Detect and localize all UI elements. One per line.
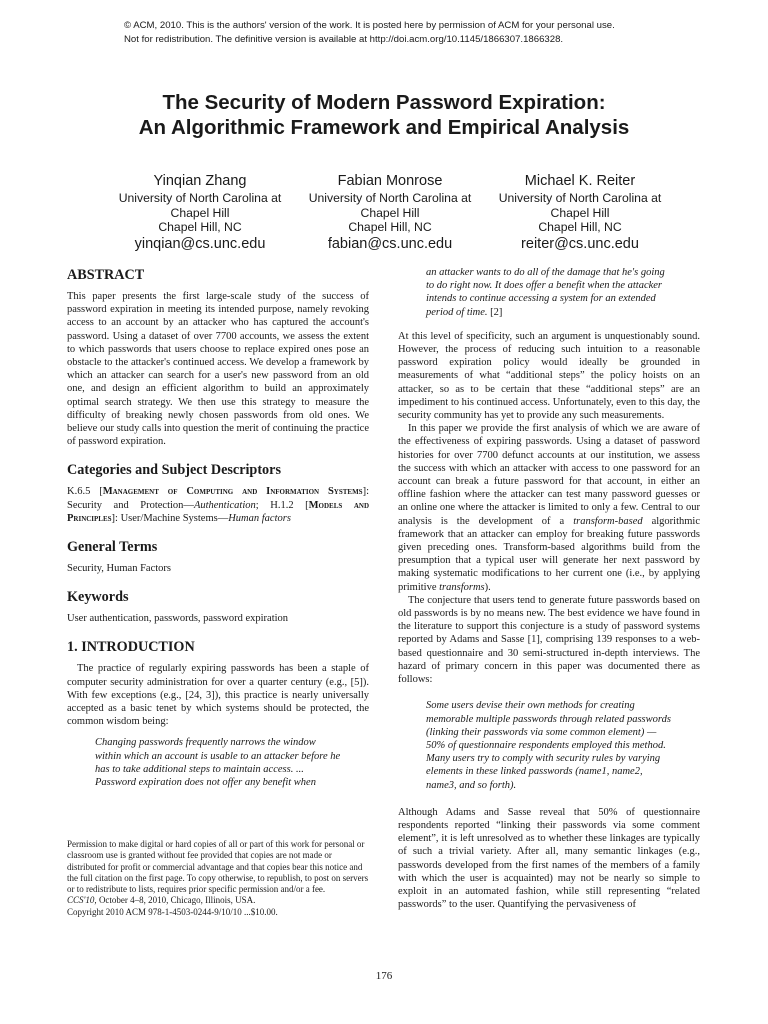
author-name: Fabian Monrose <box>337 173 443 189</box>
intro-paragraph-4: The conjecture that users tend to generate future passwords based on old passwords is by no means new. The best evidence we have found in the literature to support this conjecture is a study of password systems reported by Adams and Sasse [1], comprising 139 responses to a web-based questionnaire and 30 semi-structured in-depth interviews. The hazard of primary concern in this paper was documented there as follows: <box>398 594 700 686</box>
intro-paragraph-5: Although Adams and Sasse reveal that 50% of questionnaire respondents reported “linking their passwords via some comment element”, it is left unresolved as to whether these linkages are typically of such a trivial variety. After all, many semantic linkages (e.g., passwords developed from the first names of the members of a family with which the user is acquainted) may not be nearly so simple to exploit in an automated fashion, while still representing “related passwords” to the user. Quantifying the pervasiveness of <box>398 806 700 911</box>
categories-text <box>67 485 369 525</box>
author-location: Chapel Hill, NC <box>158 220 242 234</box>
paragraph-italic: transforms <box>439 581 485 593</box>
author-affiliation: University of North Carolina at <box>498 191 662 205</box>
author-affiliation: University of North Carolina at <box>308 191 472 205</box>
copyright-notice <box>124 19 684 47</box>
author-affiliation: Chapel Hill <box>360 205 420 220</box>
author-location: Chapel Hill, NC <box>538 220 622 234</box>
copyright-notice-line-2: Not for redistribution. The definitive version is available at http://doi.acm.org/10.1145/1866307.1866328. <box>124 34 564 45</box>
categories-keyword: Models and Principles <box>67 499 370 524</box>
intro-paragraph-2: At this level of specificity, such an argument is unquestionably sound. However, the process of reducing such intuition to a reasonable password expiration policy would ideally be grounded in measurements of what “additional steps” the policy hoists on an attacker, so as to be certain that these “additional steps” are an impediment to his continued access. Unfortunately, even to this day, the security community has yet to provide any such measurements. <box>398 330 700 422</box>
copyright-notice-line-1: © ACM, 2010. This is the authors' version of the work. It is posted here by permission of ACM for your personal use. <box>124 20 615 31</box>
abstract-heading: ABSTRACT <box>67 267 145 283</box>
general-terms-text: Security, Human Factors <box>67 563 172 575</box>
introduction-heading: 1. INTRODUCTION <box>67 639 195 656</box>
copyright-line: Copyright 2010 ACM 978-1-4503-0244-9/10/10 ...$10.00. <box>67 906 278 917</box>
author-affiliation: Chapel Hill <box>550 205 610 220</box>
author-location: Chapel Hill, NC <box>348 220 432 234</box>
title-line-1: The Security of Modern Password Expiration: <box>162 91 606 114</box>
categories-italic: Authentication <box>193 499 256 511</box>
left-column <box>67 266 369 797</box>
intro-quote-2: Some users devise their own methods for creating memorable multiple passwords through related passwords (linking their passwords via some common element) — 50% of questionnaire respondents employed this method. Many users try to comply with security rules by varying elements in these linked passwords (name1, name2, name3, and so forth). <box>426 700 671 791</box>
quote-citation: [2] <box>487 306 503 318</box>
general-terms-heading: General Terms <box>67 539 158 556</box>
categories-italic: Human factors <box>228 512 291 524</box>
quote-text: an attacker wants to do all of the damage that he's going to do right now. It does offer a benefit when the attacker intends to continue accessing a system for an extended period of time. <box>426 267 665 318</box>
conference-name: CCS'10, <box>67 895 97 906</box>
page-number: 176 <box>375 970 393 982</box>
title-line-2: An Algorithmic Framework and Empirical Analysis <box>138 116 630 139</box>
author-monrose <box>300 172 480 253</box>
categories-part: K.6.5 [ <box>67 486 103 498</box>
author-name: Michael K. Reiter <box>524 173 636 189</box>
author-block <box>110 172 670 253</box>
abstract-text: This paper presents the first large-scale study of the success of password expiration in meeting its intended purpose, namely revoking access to an account by an attacker who has captured the account's password. Using a dataset of over 7700 accounts, we assess the extent to which passwords that users choose to replace expired ones pose an obstacle to the attacker's continued access. We develop a framework by which an attacker can search for a user's new password from an old one, and design an efficient algorithm to build an approximately optimal search strategy. We then use this strategy to measure the difficulty of breaking newly chosen passwords from old ones. We believe our study calls into question the merit of continuing the practice of password expiration. <box>67 291 369 448</box>
paragraph-part: algorithmic framework that an attacker can employ for breaking future passwords given preceding ones. Transform-based algorithms build from the presumption that a typical user will generate her next password by making systematic modifications to her current one (i.e., by applying primitive <box>398 515 700 593</box>
paragraph-part: ). <box>484 581 491 593</box>
intro-paragraph-1: The practice of regularly expiring passwords has been a staple of computer security administration for over a quarter century (e.g., [5]). With few exceptions (e.g., [24, 3]), this practice is nearly universally accepted as a basic tenet by which systems should be protected, the common wisdom being: <box>67 663 369 728</box>
author-email: fabian@cs.unc.edu <box>327 235 453 252</box>
intro-quote-1: Changing passwords frequently narrows the window within which an account is usable to an attacker before he has to take additional steps to maintain access. ... Password expiration does not offer any benefit when <box>95 737 341 789</box>
right-column <box>398 266 700 911</box>
permission-text: Permission to make digital or hard copies of all or part of this work for personal or classroom use is granted without fee provided that copies are not made or distributed for profit or commercial advantage and that copies bear this notice and the full citation on the first page. To copy otherwise, to republish, to post on servers or to redistribute to lists, requires prior specific permission and/or a fee. <box>67 839 369 895</box>
author-zhang <box>110 172 290 253</box>
categories-part: ]: Security and Protection— <box>67 486 369 511</box>
categories-part: ; H.1.2 [ <box>255 499 309 511</box>
paragraph-part: In this paper we provide the first analysis of which we are aware of the effectiveness of expiring passwords. Using a dataset of password histories for over 7700 defunct accounts at our institution, we assess the success with which an attacker with access to one password for an account can break a future password for that account, in either an offline fashion where the attacker can test many password guesses or an online one where the attacker is limited to only a few. Central to our analysis is the development of a <box>398 423 700 527</box>
author-email: reiter@cs.unc.edu <box>521 235 639 252</box>
author-affiliation: Chapel Hill <box>170 205 230 220</box>
categories-keyword: Management of Computing and Information Systems <box>102 486 363 498</box>
intro-quote-1-continued <box>426 266 670 319</box>
categories-heading: Categories and Subject Descriptors <box>67 462 281 479</box>
conference-line <box>67 895 369 906</box>
permission-footnote <box>67 839 369 918</box>
author-name: Yinqian Zhang <box>153 173 247 189</box>
author-email: yinqian@cs.unc.edu <box>134 235 266 252</box>
author-affiliation: University of North Carolina at <box>118 191 282 205</box>
categories-part: ]: User/Machine Systems— <box>111 512 229 524</box>
author-reiter <box>490 172 670 253</box>
paper-title <box>40 90 728 140</box>
keywords-text: User authentication, passwords, password expiration <box>67 613 289 625</box>
intro-paragraph-3 <box>398 422 700 594</box>
conference-details: October 4–8, 2010, Chicago, Illinois, USA. <box>96 895 256 906</box>
paragraph-italic: transform-based <box>573 515 643 527</box>
keywords-heading: Keywords <box>67 589 129 606</box>
